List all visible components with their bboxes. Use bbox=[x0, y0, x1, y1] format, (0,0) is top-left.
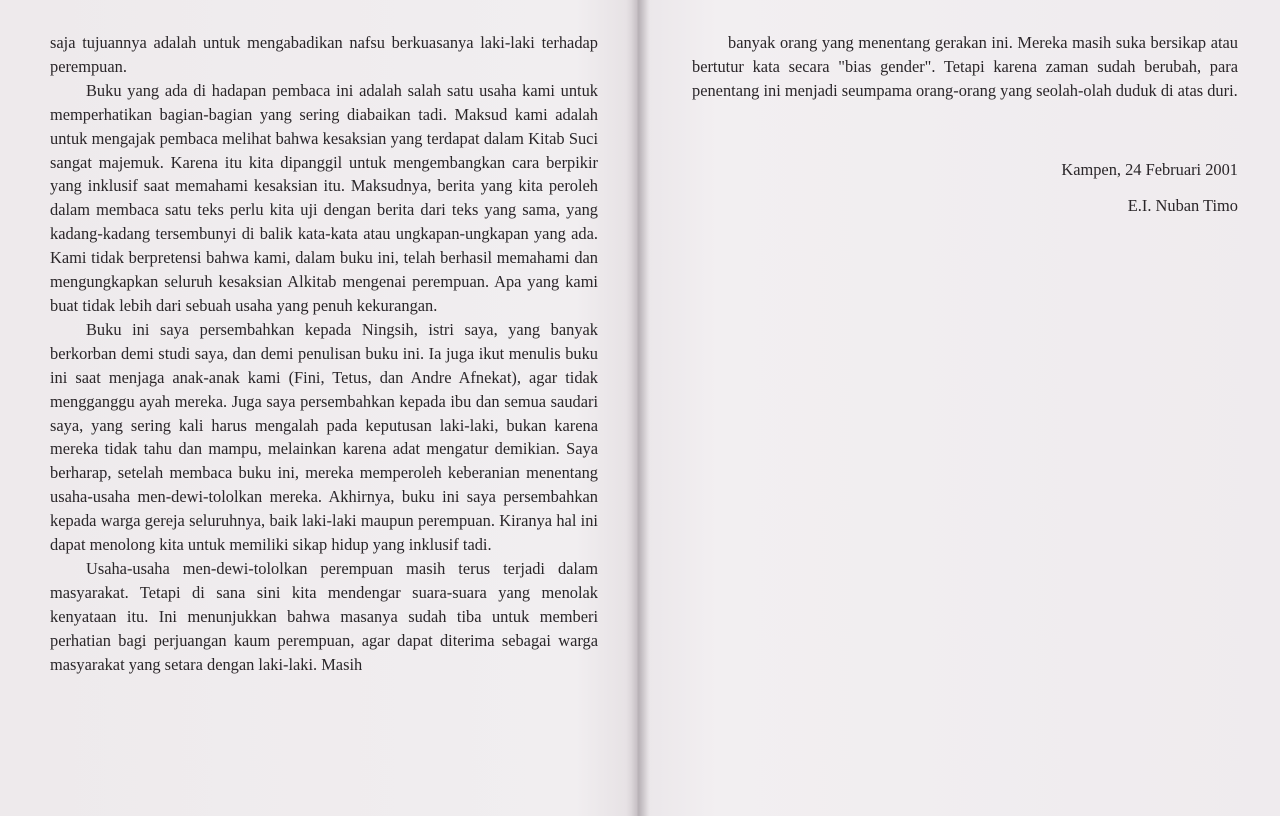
paragraph: Buku yang ada di hadapan pembaca ini adalah salah satu usaha kami untuk memperhatikan bagian-bagian yang sering diabaikan tadi. Maksud kami adalah untuk mengajak pembaca melihat bahwa kesaksian yang terdapat dalam Kitab Suci sangat majemuk. Karena itu kita dipanggil untuk mengembangkan cara berpikir yang inklusif saat memahami kesaksian itu. Maksudnya, berita yang kita peroleh dalam membaca satu teks perlu kita uji dengan berita dari teks yang sama, yang kadang-kadang tersembunyi di balik kata-kata atau ungkapan-ungkapan yang ada. Kami tidak berpretensi bahwa kami, dalam buku ini, telah berhasil memahami dan mengungkapkan seluruh kesaksian Alkitab mengenai perempuan. Apa yang kami buat tidak lebih dari sebuah usaha yang penuh kekurangan. bbox=[50, 80, 598, 315]
left-page-text bbox=[50, 31, 598, 676]
paragraph: Buku ini saya persembahkan kepada Ningsih, istri saya, yang banyak berkorban demi studi saya, dan demi penulisan buku ini. Ia juga ikut menulis buku ini saat menjaga anak-anak kami (Fini, Tetus, dan Andre Afnekat), agar tidak mengganggu ayah mereka. Juga saya persembahkan kepada ibu dan semua saudari saya, yang sering kali harus mengalah pada keputusan laki-laki, bukan karena mereka tidak tahu dan mampu, melainkan karena adat mengatur demikian. Saya berharap, setelah membaca buku ini, mereka memperoleh keberanian menentang usaha-usaha men-dewi-tololkan mereka. Akhirnya, buku ini saya persembahkan kepada warga gereja seluruhnya, baik laki-laki maupun perempuan. Kiranya hal ini dapat menolong kita untuk memiliki sikap hidup yang inklusif tadi. bbox=[50, 319, 598, 555]
closing-author: E.I. Nuban Timo bbox=[1127, 196, 1238, 215]
paragraph: Usaha-usaha men-dewi-tololkan perempuan masih terus terjadi dalam masyarakat. Tetapi di sana sini kita mendengar suara-suara yang menolak kenyataan itu. Ini menunjukkan bahwa masanya sudah tiba untuk memberi perhatian bagi perjuangan kaum perempuan, agar dapat diterima sebagai warga masyarakat yang setara dengan laki-laki. Masih bbox=[50, 558, 598, 674]
closing-place-date: Kampen, 24 Februari 2001 bbox=[1061, 160, 1238, 179]
right-page-text bbox=[692, 31, 1238, 103]
paragraph: banyak orang yang menentang gerakan ini. Mereka masih suka bersikap atau bertutur kata secara "bias gender". Tetapi karena zaman sudah berubah, para penentang ini menjadi seumpama orang-orang yang seolah-olah duduk di atas duri. bbox=[692, 33, 1238, 100]
right-page bbox=[652, 0, 1280, 816]
paragraph: saja tujuannya adalah untuk mengabadikan nafsu berkuasanya laki-laki terhadap perempuan. bbox=[50, 33, 598, 76]
left-page bbox=[0, 0, 630, 816]
